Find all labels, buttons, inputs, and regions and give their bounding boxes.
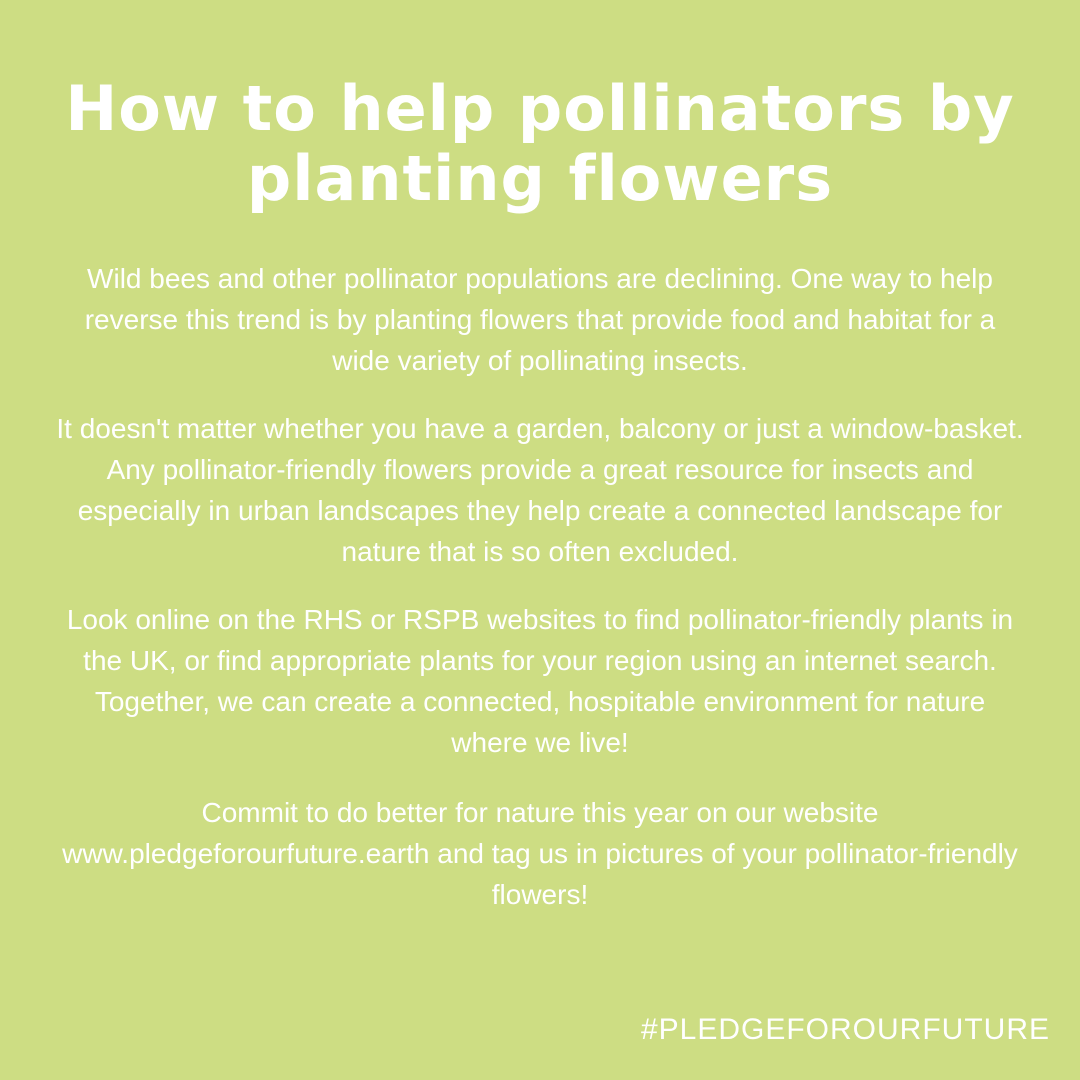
paragraph-call-to-action: Commit to do better for nature this year on our website www.pledgeforourfuture.earth and tag us in pictures of your pollinator-friendly flowers!	[62, 797, 1018, 910]
paragraph-resources: Look online on the RHS or RSPB websites to find pollinator-friendly plants in the UK, or find appropriate plants for your region using an internet search. Together, we can create a connected, hospitable environment for nature where we live!	[66, 604, 1014, 758]
hashtag: #PLEDGEFOROURFUTURE	[640, 1013, 1050, 1046]
body-text	[55, 258, 1025, 942]
paragraph-garden: It doesn't matter whether you have a garden, balcony or just a window-basket. Any pollinator-friendly flowers provide a great resource for insects and especially in urban landscapes they help create a connected landscape for nature that is so often excluded.	[56, 413, 1024, 567]
paragraph-intro: Wild bees and other pollinator populations are declining. One way to help reverse this trend is by planting flowers that provide food and habitat for a wide variety of pollinating insects.	[84, 263, 996, 376]
poster-title: How to help pollinators by planting flowers	[65, 72, 1015, 215]
